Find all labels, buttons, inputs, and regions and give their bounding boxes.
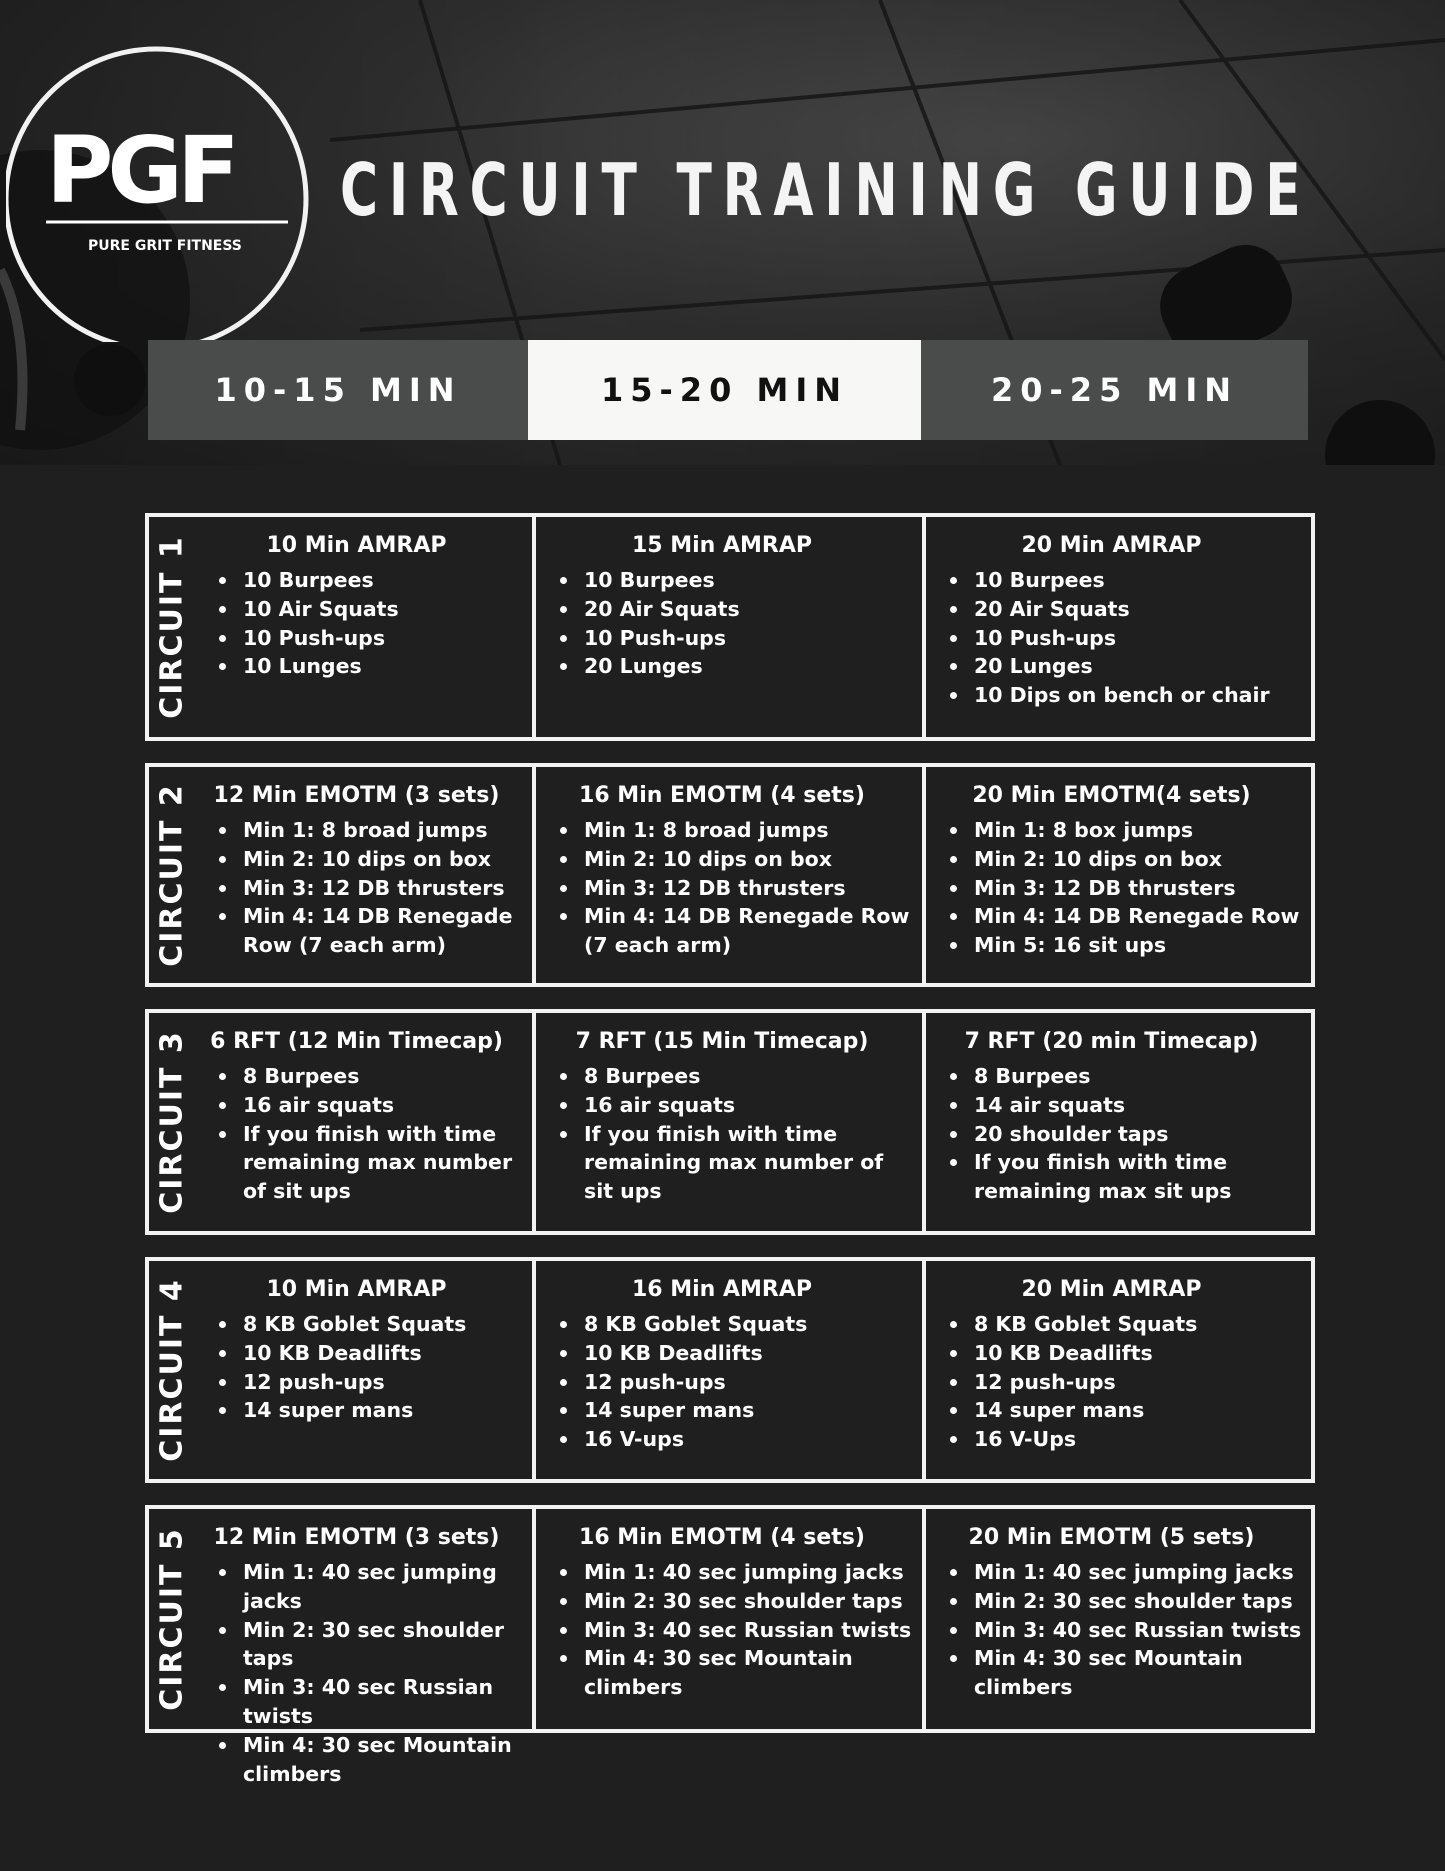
tab-15-20-min[interactable]: 15-20 MIN [528,340,921,440]
exercise-item: If you finish with time remaining max sit ups [974,1148,1303,1206]
exercise-list [550,1062,914,1206]
exercise-list [940,1558,1303,1702]
workout-cell-3 [926,1261,1311,1479]
exercise-item: 8 Burpees [584,1062,914,1091]
exercise-item: 12 push-ups [584,1368,914,1397]
svg-text:PURE GRIT FITNESS: PURE GRIT FITNESS [88,238,242,254]
workout-title: 16 Min EMOTM (4 sets) [579,1525,865,1550]
workout-cell-2 [536,767,926,983]
circuit-1 [145,513,1315,741]
exercise-list [550,1558,914,1702]
exercise-item: 10 KB Deadlifts [584,1339,914,1368]
circuit-label [149,1261,195,1479]
circuit-label [149,517,195,737]
workout-cell-2 [536,1261,926,1479]
exercise-item: Min 2: 10 dips on box [243,845,524,874]
exercise-item: 10 Dips on bench or chair [974,681,1303,710]
exercise-item: Min 2: 30 sec shoulder taps [974,1587,1303,1616]
circuit-label-text: CIRCUIT 5 [154,1527,190,1711]
workout-title: 20 Min AMRAP [1021,533,1202,558]
workout-title: 16 Min EMOTM (4 sets) [579,783,865,808]
workout-cell-3 [926,767,1311,983]
circuit-label-text: CIRCUIT 2 [154,783,190,967]
exercise-item: Min 1: 8 broad jumps [584,816,914,845]
exercise-item: Min 4: 14 DB Renegade Row (7 each arm) [243,902,524,960]
duration-tabs [148,340,1308,440]
exercise-item: 12 push-ups [974,1368,1303,1397]
circuit-label [149,767,195,983]
workout-cell-2 [536,1013,926,1231]
exercise-item: 10 Burpees [974,566,1303,595]
page-title: CIRCUIT TRAINING GUIDE [340,148,1312,232]
exercise-item: 8 KB Goblet Squats [243,1310,524,1339]
exercise-list [550,816,914,960]
circuit-label-text: CIRCUIT 1 [154,535,190,719]
exercise-item: Min 3: 12 DB thrusters [584,874,914,903]
workout-title: 6 RFT (12 Min Timecap) [210,1029,503,1054]
workout-title: 20 Min EMOTM(4 sets) [972,783,1251,808]
workout-title: 15 Min AMRAP [631,533,813,558]
exercise-item: 14 super mans [974,1396,1303,1425]
exercise-item: 12 push-ups [243,1368,524,1397]
exercise-item: 8 Burpees [243,1062,524,1091]
exercise-item: 10 Air Squats [243,595,524,624]
workout-title: 12 Min EMOTM (3 sets) [213,1525,500,1550]
workout-cell-1 [195,767,536,983]
exercise-item: If you finish with time remaining max number of sit ups [243,1120,524,1206]
exercise-item: 10 KB Deadlifts [974,1339,1303,1368]
exercise-item: Min 2: 30 sec shoulder taps [243,1616,524,1674]
exercise-item: 10 Burpees [584,566,914,595]
circuit-grid [145,513,1315,1786]
workout-cell-1 [195,1509,536,1786]
exercise-item: Min 2: 30 sec shoulder taps [584,1587,914,1616]
circuit-3 [145,1009,1315,1235]
workout-title: 7 RFT (20 min Timecap) [964,1029,1259,1054]
workout-title: 20 Min AMRAP [1021,1277,1202,1302]
pgf-logo [6,24,324,342]
exercise-item: 10 KB Deadlifts [243,1339,524,1368]
workout-cell-3 [926,1509,1311,1729]
exercise-item: Min 2: 10 dips on box [974,845,1303,874]
workout-cell-1 [195,1261,536,1479]
workout-title: 12 Min EMOTM (3 sets) [213,783,500,808]
workout-cell-3 [926,1013,1311,1231]
circuit-label-text: CIRCUIT 4 [154,1278,190,1462]
exercise-list [209,816,524,960]
workout-cell-1 [195,517,536,737]
exercise-list [940,816,1303,960]
exercise-item: Min 1: 40 sec jumping jacks [584,1558,914,1587]
exercise-list [209,1558,524,1788]
exercise-item: 10 Lunges [243,652,524,681]
workout-title: 10 Min AMRAP [266,533,447,558]
circuit-2 [145,763,1315,987]
circuit-label-text: CIRCUIT 3 [154,1030,190,1214]
exercise-list [209,1310,524,1425]
exercise-item: 16 V-Ups [974,1425,1303,1454]
exercise-list [940,1062,1303,1206]
exercise-item: 14 super mans [243,1396,524,1425]
exercise-item: 20 Lunges [584,652,914,681]
tab-10-15-min[interactable]: 10-15 MIN [148,340,528,440]
exercise-item: If you finish with time remaining max number of sit ups [584,1120,914,1206]
exercise-item: 10 Push-ups [243,624,524,653]
exercise-item: 16 air squats [584,1091,914,1120]
exercise-item: Min 4: 14 DB Renegade Row [974,902,1303,931]
exercise-item: Min 4: 30 sec Mountain climbers [974,1644,1303,1702]
exercise-item: 10 Burpees [243,566,524,595]
exercise-list [940,566,1303,710]
workout-title: 10 Min AMRAP [266,1277,447,1302]
circuit-label [149,1509,195,1729]
exercise-list [209,1062,524,1206]
exercise-item: 14 super mans [584,1396,914,1425]
circuit-5 [145,1505,1315,1786]
workout-cell-1 [195,1013,536,1231]
exercise-item: Min 4: 14 DB Renegade Row (7 each arm) [584,902,914,960]
exercise-item: Min 5: 16 sit ups [974,931,1303,960]
exercise-item: 8 KB Goblet Squats [974,1310,1303,1339]
exercise-item: 20 Lunges [974,652,1303,681]
workout-cell-3 [926,517,1311,737]
workout-title: 16 Min AMRAP [631,1277,813,1302]
exercise-item: Min 1: 40 sec jumping jacks [974,1558,1303,1587]
exercise-item: 8 KB Goblet Squats [584,1310,914,1339]
exercise-list [209,566,524,681]
exercise-item: 20 Air Squats [584,595,914,624]
hero-banner [0,0,1445,465]
exercise-item: Min 3: 12 DB thrusters [974,874,1303,903]
exercise-item: 14 air squats [974,1091,1303,1120]
exercise-item: 8 Burpees [974,1062,1303,1091]
workout-title: 20 Min EMOTM (5 sets) [968,1525,1255,1550]
exercise-item: 16 V-ups [584,1425,914,1454]
exercise-item: Min 1: 40 sec jumping jacks [243,1558,524,1616]
svg-text:PGF: PGF [46,117,234,224]
exercise-list [550,1310,914,1454]
exercise-item: Min 3: 40 sec Russian twists [243,1673,524,1731]
exercise-item: 16 air squats [243,1091,524,1120]
exercise-item: Min 4: 30 sec Mountain climbers [584,1644,914,1702]
exercise-item: Min 4: 30 sec Mountain climbers [243,1731,524,1789]
exercise-list [550,566,914,681]
circuit-label [149,1013,195,1231]
workout-cell-2 [536,1509,926,1729]
exercise-list [940,1310,1303,1454]
exercise-item: Min 1: 8 broad jumps [243,816,524,845]
exercise-item: Min 3: 40 sec Russian twists [974,1616,1303,1645]
exercise-item: 20 shoulder taps [974,1120,1303,1149]
tab-20-25-min[interactable]: 20-25 MIN [921,340,1308,440]
exercise-item: 10 Push-ups [584,624,914,653]
circuit-4 [145,1257,1315,1483]
exercise-item: Min 1: 8 box jumps [974,816,1303,845]
exercise-item: 10 Push-ups [974,624,1303,653]
workout-title: 7 RFT (15 Min Timecap) [575,1029,869,1054]
exercise-item: 20 Air Squats [974,595,1303,624]
exercise-item: Min 3: 40 sec Russian twists [584,1616,914,1645]
workout-cell-2 [536,517,926,737]
exercise-item: Min 2: 10 dips on box [584,845,914,874]
exercise-item: Min 3: 12 DB thrusters [243,874,524,903]
